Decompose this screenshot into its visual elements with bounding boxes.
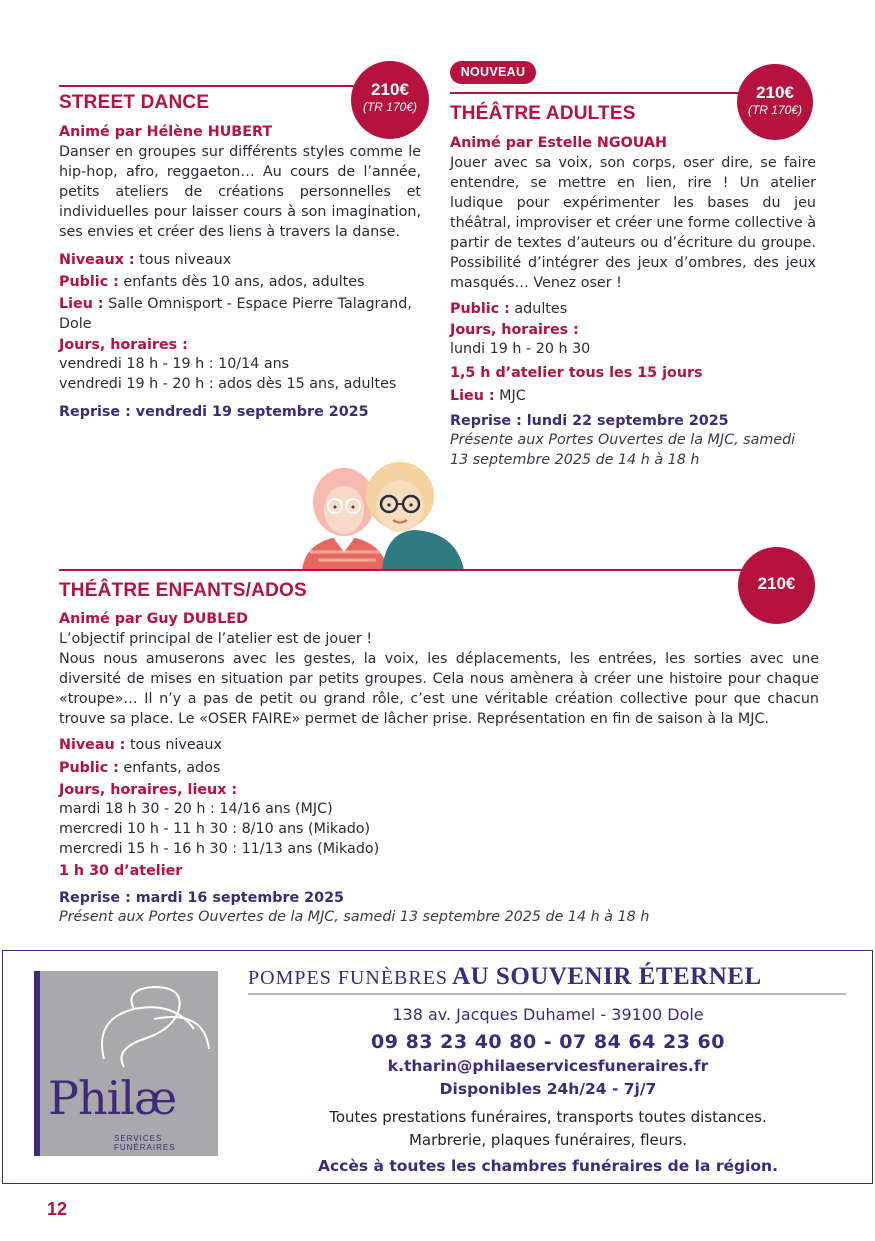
public-value: adultes <box>514 301 568 317</box>
logo-accent-bar <box>34 971 40 1156</box>
theatre-enfants-description: Nous nous amuserons avec les gestes, la voix, les déplacements, les entrées, les sorties avec une diversité de mises en situation par petits groupes. Cela nous amènera à créer une histoire pour chaque «troupe»… Il n’y a pas de petit ou grand rôle, c’est une véritable création collective pour que chacun trouve sa place. Le «OSER FAIRE» permet de lâcher prise. Représentation en fin de saison à la MJC. <box>59 651 819 727</box>
theatre-adultes-reduced-price: (TR 170€) <box>747 103 803 117</box>
street-dance-schedule <box>59 336 421 394</box>
jours-label: Jours, horaires : <box>59 337 188 353</box>
street-dance-content <box>59 122 421 422</box>
street-dance-reduced-price: (TR 170€) <box>362 100 418 114</box>
theatre-adultes-content <box>450 133 816 470</box>
niveaux-label: Niveaux : <box>59 252 135 268</box>
ad-address: 138 av. Jacques Duhamel - 39100 Dole <box>392 1005 704 1024</box>
theatre-enfants-public <box>59 758 819 778</box>
theatre-enfants-animator: Animé par Guy DUBLED <box>59 611 248 627</box>
theatre-adultes-note: Présente aux Portes Ouvertes de la MJC, samedi 13 septembre 2025 de 14 h à 18 h <box>450 432 796 468</box>
lieu-value: MJC <box>499 388 526 404</box>
schedule-line: vendredi 19 h - 20 h : ados dès 15 ans, adultes <box>59 376 397 392</box>
jours-label: Jours, horaires, lieux : <box>59 782 238 798</box>
ad-availability: Disponibles 24h/24 - 7j/7 <box>439 1080 657 1098</box>
ad-heading <box>248 963 762 991</box>
theatre-adultes-price: 210€ <box>756 83 794 102</box>
ad-heading-small: POMPES FUNÈBRES <box>248 967 449 989</box>
niveau-label: Niveau : <box>59 737 126 753</box>
theatre-adultes-public <box>450 299 816 319</box>
theatre-enfants-title: THÉÂTRE ENFANTS/ADOS <box>59 580 307 601</box>
theatre-adultes-rule <box>450 92 750 94</box>
lieu-label: Lieu : <box>59 296 104 312</box>
theatre-adultes-reprise: Reprise : lundi 22 septembre 2025 <box>450 413 729 429</box>
niveaux-value: tous niveaux <box>139 252 232 268</box>
theatre-enfants-intro: L’objectif principal de l’atelier est de jouer ! <box>59 631 373 647</box>
funeral-services-ad <box>2 950 873 1184</box>
street-dance-reprise: Reprise : vendredi 19 septembre 2025 <box>59 404 369 420</box>
ad-access: Accès à toutes les chambres funéraires de la région. <box>318 1157 778 1175</box>
schedule-line: lundi 19 h - 20 h 30 <box>450 341 591 357</box>
schedule-line: mercredi 15 h - 16 h 30 : 11/13 ans (Mikado) <box>59 841 380 857</box>
theatre-enfants-note: Présent aux Portes Ouvertes de la MJC, samedi 13 septembre 2025 de 14 h à 18 h <box>59 909 650 925</box>
ad-heading-big: AU SOUVENIR ÉTERNEL <box>452 963 762 990</box>
ad-services-1: Toutes prestations funéraires, transports toutes distances. <box>329 1108 767 1126</box>
ad-divider <box>248 993 846 995</box>
ad-phones: 09 83 23 40 80 - 07 84 64 23 60 <box>371 1031 725 1053</box>
theatre-enfants-niveau <box>59 735 819 755</box>
logo-subtitle: SERVICES FUNÉRAIRES <box>114 1134 176 1152</box>
public-label: Public : <box>450 301 510 317</box>
street-dance-animator: Animé par Hélène HUBERT <box>59 124 273 140</box>
street-dance-lieu <box>59 294 421 334</box>
theatre-enfants-duration <box>59 861 819 881</box>
ad-email: k.tharin@philaeservicesfuneraires.fr <box>387 1057 709 1075</box>
street-dance-description: Danser en groupes sur différents styles comme le hip-hop, afro, reggaeton… Au cours de l’année, petits ateliers de créations personnelles et individuelles pour laisser cours à son imagination, ses envies et créer des liens à travers la danse. <box>59 144 421 240</box>
nouveau-badge: NOUVEAU <box>450 61 536 84</box>
niveau-value: tous niveaux <box>129 737 222 753</box>
couple-illustration <box>296 460 471 570</box>
public-value: enfants dès 10 ans, ados, adultes <box>123 274 365 290</box>
jours-label: Jours, horaires : <box>450 322 579 338</box>
theatre-adultes-price-badge <box>737 64 813 140</box>
theatre-adultes-animator: Animé par Estelle NGOUAH <box>450 135 667 151</box>
street-dance-title: STREET DANCE <box>59 92 210 113</box>
schedule-line: vendredi 18 h - 19 h : 10/14 ans <box>59 356 290 372</box>
logo-name: Philæ <box>48 1071 177 1125</box>
street-dance-public <box>59 272 421 292</box>
street-dance-rule <box>59 85 359 87</box>
theatre-enfants-rule <box>59 569 749 571</box>
ad-services-2: Marbrerie, plaques funéraires, fleurs. <box>408 1131 688 1149</box>
frequency-text: 1,5 h d’atelier tous les 15 jours <box>450 365 703 381</box>
theatre-adultes-schedule <box>450 321 816 359</box>
page-number: 12 <box>47 1199 68 1219</box>
theatre-enfants-price: 210€ <box>757 574 796 593</box>
public-value: enfants, ados <box>123 760 221 776</box>
theatre-enfants-schedule <box>59 781 819 859</box>
public-label: Public : <box>59 274 119 290</box>
schedule-line: mercredi 10 h - 11 h 30 : 8/10 ans (Mikado) <box>59 821 371 837</box>
schedule-line: mardi 18 h 30 - 20 h : 14/16 ans (MJC) <box>59 801 333 817</box>
street-dance-price: 210€ <box>371 80 409 99</box>
theatre-adultes-title: THÉÂTRE ADULTES <box>450 103 636 124</box>
ampersand-watermark-icon <box>84 979 214 1069</box>
theatre-adultes-description: Jouer avec sa voix, son corps, oser dire, se faire entendre, se mettre en lien, rire ! Un atelier ludique pour expérimenter les bases du jeu théâtral, improviser et créer une forme collective à partir de textes d’auteurs ou d’écriture du groupe. Possibilité d’intégrer des jeux d’ombres, des jeux masqués… Venez oser ! <box>450 155 816 291</box>
public-label: Public : <box>59 760 119 776</box>
theatre-enfants-content <box>59 609 819 927</box>
duration-text: 1 h 30 d’atelier <box>59 863 183 879</box>
theatre-adultes-frequency <box>450 363 816 383</box>
lieu-label: Lieu : <box>450 388 495 404</box>
lieu-value: Salle Omnisport - Espace Pierre Talagrand, Dole <box>59 296 412 332</box>
theatre-adultes-lieu <box>450 386 816 406</box>
philae-logo <box>34 971 218 1156</box>
theatre-enfants-reprise: Reprise : mardi 16 septembre 2025 <box>59 890 344 906</box>
street-dance-niveaux <box>59 250 421 270</box>
